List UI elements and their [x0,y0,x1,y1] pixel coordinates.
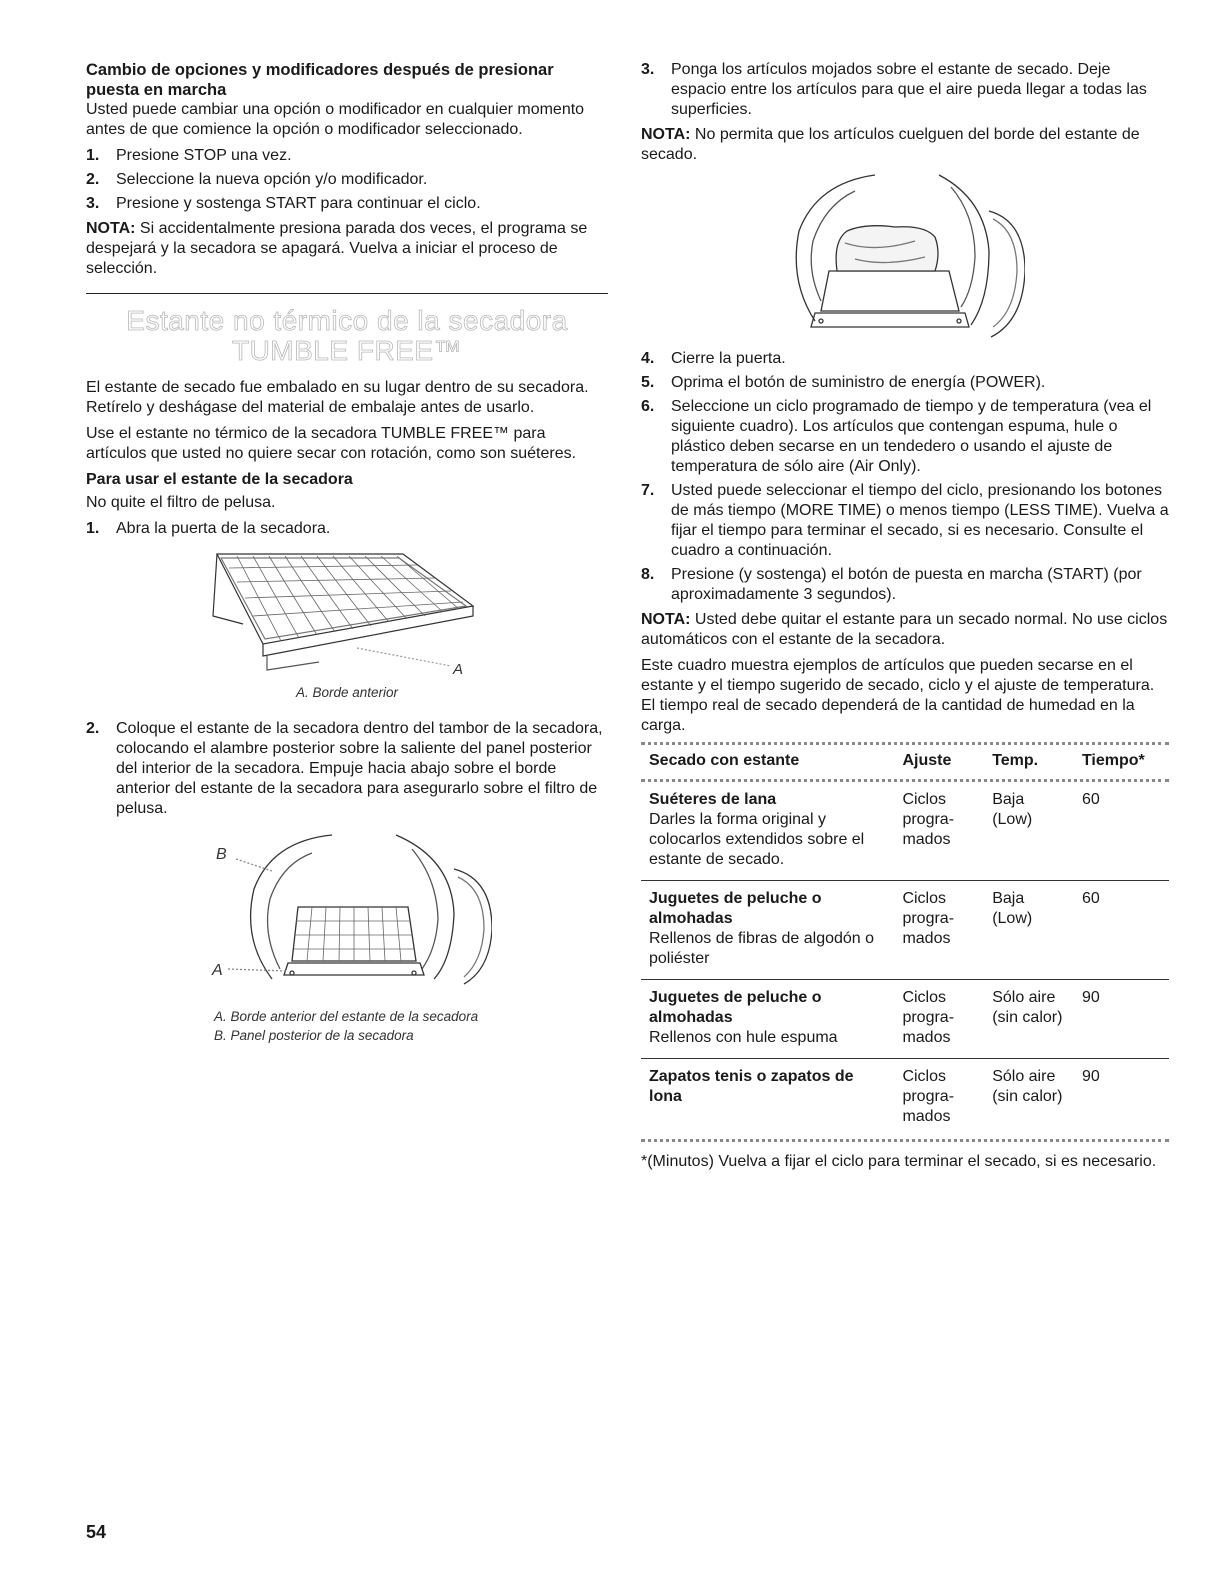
items-on-rack-illustration [785,171,1025,341]
rack-drying-table [641,745,1169,1137]
rack-use-heading: Para usar el estante de la secadora [86,471,353,488]
chart-intro: Este cuadro muestra ejemplos de artículos que pueden secarse en el estante y el tiempo sugerido de secado, ciclo y el ajuste de temperatura. El tiempo real de secado dependerá de la cantidad de humedad en la carga. [641,657,1155,734]
figure-label-b: B [216,846,227,863]
drying-rack-illustration [207,544,487,684]
left-column [86,60,608,1044]
note-hanging-items: NOTA: No permita que los artículos cuelguen del borde del estante de secado. [641,126,1140,163]
right-column [641,60,1169,1178]
figure-label-a: A [453,661,464,678]
page-number: 54 [86,1522,107,1542]
rack-in-drum-illustration [202,829,492,994]
list-item: 5. Oprima el botón de suministro de energía (POWER). [641,374,1046,391]
list-item: 3. Presione y sostenga START para continuar el ciclo. [86,195,481,212]
list-item: 1. Presione STOP una vez. [86,147,292,164]
drying-steps [641,349,1169,605]
rack-packed-paragraph: El estante de secado fue embalado en su lugar dentro de su secadora. Retírelo y deshágase del material de embalaje antes de usarlo. [86,379,589,416]
list-item: 6. Seleccione un ciclo programado de tiempo y de temperatura (vea el siguiente cuadro). Los artículos que contengan espuma, hule o plástico deben secarse en un tendedero o usando el ajuste de temperatura de sólo aire (Air Only). [641,398,1152,475]
section-divider [86,293,608,294]
table-row: Suéteres de lana Darles la forma original y colocarlos extendidos sobre el estante de secado. Ciclos progra-mados Baja (Low) 60 [641,782,1169,881]
list-item: 8. Presione (y sostenga) el botón de puesta en marcha (START) (por aproximadamente 3 segundos). [641,566,1142,603]
table-row: Juguetes de peluche o almohadas Rellenos con hule espuma Ciclos progra-mados Sólo aire (sin calor) 90 [641,980,1169,1059]
options-change-intro: Usted puede cambiar una opción o modificador en cualquier momento antes de que comience la opción o modificador seleccionado. [86,101,585,138]
figure-caption-a: A. Borde anterior del estante de la secadora [214,1009,479,1024]
figure-caption-b: B. Panel posterior de la secadora [214,1028,414,1043]
section-title: Estante no térmico de la secadora TUMBLE FREE™ [126,305,568,366]
list-item: 2. Coloque el estante de la secadora dentro del tambor de la secadora, colocando el alambre posterior sobre la saliente del panel posterior del interior de la secadora. Empuje hacia abajo sobre el borde anterior del estante de la secadora para asegurarlo sobre el filtro de pelusa. [86,720,603,817]
table-footnote: *(Minutos) Vuelva a fijar el ciclo para terminar el secado, si es necesario. [641,1153,1157,1170]
table-row: Zapatos tenis o zapatos de lona Ciclos progra-mados Sólo aire (sin calor) 90 [649,1068,1100,1125]
header-item: Secado con estante [649,752,800,769]
list-item: 4. Cierre la puerta. [641,350,786,367]
table-bottom-border [641,1139,1169,1142]
list-item: 1. Abra la puerta de la secadora. [86,520,331,537]
options-change-heading: Cambio de opciones y modificadores después de presionar puesta en marcha [86,61,554,99]
list-item: 3. Ponga los artículos mojados sobre el estante de secado. Deje espacio entre los artículos para que el aire pueda llegar a todas las superficies. [641,61,1147,118]
note-remove-rack: NOTA: Usted debe quitar el estante para un secado normal. No use ciclos automáticos con el estante de la secadora. [641,611,1168,648]
figure-label-a: A [212,962,223,979]
note-stop-twice: NOTA: Si accidentalmente presiona parada dos veces, el programa se despejará y la secadora se apagará. Vuelva a iniciar el proceso de selección. [86,220,588,277]
lint-filter-warning: No quite el filtro de pelusa. [86,494,276,511]
header-time: Tiempo* [1081,752,1145,769]
list-item: 2. Seleccione la nueva opción y/o modificador. [86,171,428,188]
table-header-row [641,745,1169,779]
header-setting: Ajuste [902,752,952,769]
list-item: 7. Usted puede seleccionar el tiempo del ciclo, presionando los botones de más tiempo (MORE TIME) o menos tiempo (LESS TIME). Vuelva a fijar el tiempo para terminar el secado, si es necesario. Consulte el cuadro a continuación. [641,482,1169,559]
rack-use-paragraph: Use el estante no térmico de la secadora TUMBLE FREE™ para artículos que usted no quiere secar con rotación, como son suéteres. [86,425,577,462]
options-change-steps [86,146,608,214]
figure-caption: A. Borde anterior [295,685,399,700]
header-temp: Temp. [992,752,1039,769]
table-row: Juguetes de peluche o almohadas Rellenos de fibras de algodón o poliéster Ciclos progra-mados Baja (Low) 60 [641,881,1169,980]
